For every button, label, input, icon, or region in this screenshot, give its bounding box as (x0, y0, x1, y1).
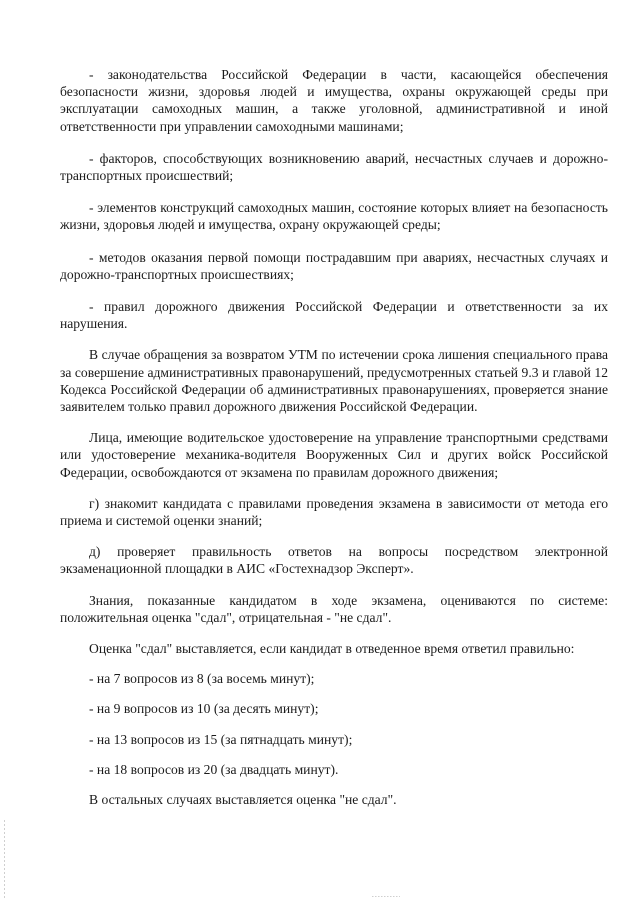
paragraph-utm-return: В случае обращения за возвратом УТМ по истечении срока лишения специального права за совершение административных правонарушений, предусмотренных статьей 9.3 и главой 12 Кодекса Российской Федерации об административных правонарушениях, проверяется знание заявителем только правил дорожного движения Российской Федерации. (60, 347, 608, 415)
scan-footer-mark (372, 896, 400, 897)
scan-edge-mark (4, 820, 5, 900)
criteria-item-20: - на 18 вопросов из 20 (за двадцать минут). (89, 761, 339, 777)
paragraph-grading-system: Знания, показанные кандидатом в ходе экзамена, оцениваются по системе: положительная оценка "сдал", отрицательная - "не сдал". (60, 592, 608, 625)
paragraph-factors: - факторов, способствующих возникновению аварий, несчастных случаев и дорожно-транспортных происшествий; (60, 150, 608, 184)
criteria-item-8: - на 7 вопросов из 8 (за восемь минут); (89, 671, 315, 687)
paragraph-item-g: г) знакомит кандидата с правилами проведения экзамена в зависимости от метода его приема и системой оценки знаний; (60, 495, 608, 529)
paragraph-machine-elements: - элементов конструкций самоходных машин, состояние которых влияет на безопасность жизни, здоровья людей и имущества, охрану окружающей среды; (60, 200, 608, 233)
paragraph-legislation: - законодательства Российской Федерации в части, касающейся обеспечения безопасности жизни, здоровья людей и имущества, охраны окружающей среды при эксплуатации самоходных машин, а также уголовной, административной и иной ответственности при управлении самоходными машинами; (60, 67, 608, 134)
paragraph-pass-criteria: Оценка "сдал" выставляется, если кандидат в отведенное время ответил правильно: (89, 641, 575, 657)
criteria-item-10: - на 9 вопросов из 10 (за десять минут); (89, 701, 319, 717)
criteria-item-15: - на 13 вопросов из 15 (за пятнадцать минут); (89, 731, 353, 747)
paragraph-traffic-rules: - правил дорожного движения Российской Федерации и ответственности за их нарушения. (60, 299, 608, 332)
paragraph-exemption: Лица, имеющие водительское удостоверение на управление транспортными средствами или удостоверение механика-водителя Вооруженных Сил и других войск Российской Федерации, освобождаются от экзамена по правилам дорожного движения; (60, 430, 608, 480)
document-body (60, 66, 608, 808)
paragraph-item-d: д) проверяет правильность ответов на вопросы посредством электронной экзаменационной площадки в АИС «Гостехнадзор Эксперт». (60, 544, 608, 577)
paragraph-first-aid: - методов оказания первой помощи пострадавшим при авариях, несчастных случаях и дорожно-транспортных происшествиях; (60, 249, 608, 282)
paragraph-fail-otherwise: В остальных случаях выставляется оценка "не сдал". (89, 792, 397, 808)
